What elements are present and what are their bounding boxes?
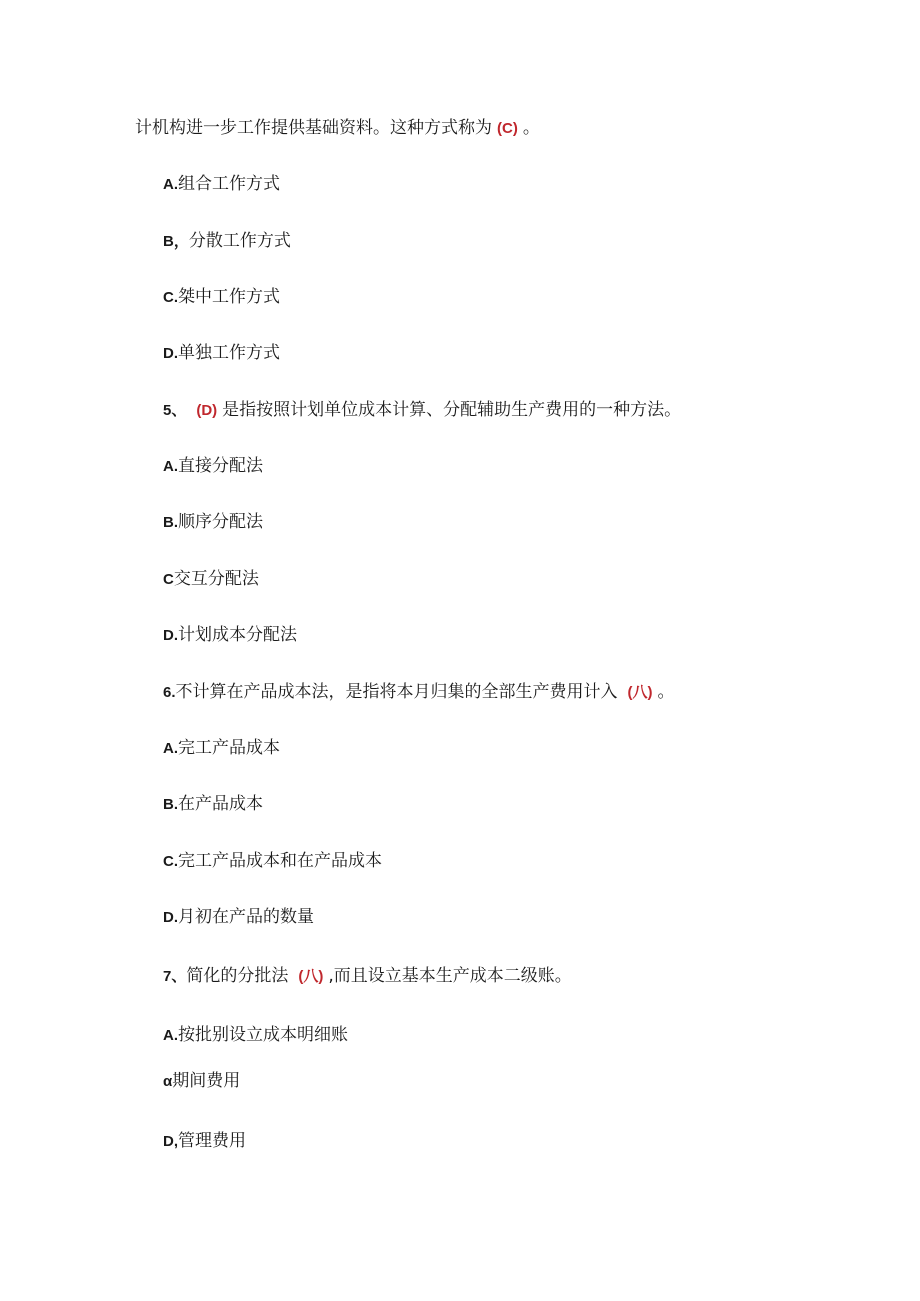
option-text: 完工产品成本 <box>178 738 280 758</box>
option-text: 按批别设立成本明细账 <box>178 1025 348 1045</box>
question-7-text: 简化的分批法 <box>186 966 289 986</box>
question-4-text-end: 。 <box>522 118 540 138</box>
option-text: 分散工作方式 <box>188 231 291 251</box>
question-5-option-c <box>163 568 259 591</box>
question-7-stem <box>163 965 572 988</box>
question-6-stem <box>163 681 675 704</box>
option-text: 单独工作方式 <box>178 343 280 363</box>
question-7-option-b <box>163 1070 240 1093</box>
question-5-stem <box>163 399 681 422</box>
question-4-option-a <box>163 173 280 196</box>
option-label: A. <box>163 458 178 475</box>
option-label: C. <box>163 289 178 306</box>
option-label: α <box>163 1073 173 1090</box>
question-7-number: 7、 <box>163 968 187 985</box>
option-label: D, <box>163 1133 178 1150</box>
option-text: 顺序分配法 <box>178 512 263 532</box>
question-4-answer: (C) <box>497 120 518 137</box>
question-7-option-d <box>163 1130 246 1153</box>
question-5-option-a <box>163 455 263 478</box>
option-text: 计划成本分配法 <box>178 625 297 645</box>
option-text: 直接分配法 <box>178 456 263 476</box>
question-4-option-c <box>163 286 280 309</box>
question-7-option-a <box>163 1024 348 1047</box>
question-6-number: 6. <box>163 684 176 701</box>
option-label: A. <box>163 740 178 757</box>
question-6-option-d <box>163 906 314 929</box>
question-6-answer: (八) <box>627 684 653 701</box>
option-text: 在产品成本 <box>178 794 263 814</box>
question-4-text: 计机构进一步工作提供基础资料。这种方式称为 <box>135 118 492 138</box>
option-label: C. <box>163 853 178 870</box>
question-5-option-b <box>163 511 263 534</box>
option-label: B. <box>163 796 178 813</box>
option-label: B， <box>163 233 189 250</box>
question-4-option-b <box>163 230 291 253</box>
option-label: A. <box>163 176 178 193</box>
option-label: D. <box>163 627 178 644</box>
question-6-option-a <box>163 737 280 760</box>
option-text: 交互分配法 <box>173 569 259 589</box>
question-6-text: 不计算在产品成本法，是指将本月归集的全部生产费用计入 <box>175 682 618 702</box>
option-label: A. <box>163 1027 178 1044</box>
question-5-number: 5、 <box>163 402 187 419</box>
option-label: B. <box>163 514 178 531</box>
question-5-option-d <box>163 624 297 647</box>
question-5-answer: (D) <box>196 402 218 419</box>
question-7-text-end: ,而且设立基本生产成本二级账。 <box>328 966 572 986</box>
option-label: D. <box>163 909 178 926</box>
option-text: 桀中工作方式 <box>178 287 280 307</box>
option-text: 期间费用 <box>172 1071 241 1091</box>
question-4-option-d <box>163 342 280 365</box>
question-6-option-b <box>163 793 263 816</box>
question-7-answer: (八) <box>298 968 324 985</box>
option-text: 完工产品成本和在产品成本 <box>178 851 382 871</box>
option-text: 月初在产品的数量 <box>178 907 314 927</box>
question-6-option-c <box>163 850 382 873</box>
question-5-text: 是指按照计划单位成本计算、分配辅助生产费用的一种方法。 <box>222 400 682 420</box>
question-4-stem <box>135 117 540 140</box>
option-label: D. <box>163 345 178 362</box>
question-6-text-end: 。 <box>657 682 675 702</box>
option-text: 组合工作方式 <box>178 174 280 194</box>
option-text: 管理费用 <box>178 1131 246 1151</box>
option-label: C <box>163 571 174 588</box>
